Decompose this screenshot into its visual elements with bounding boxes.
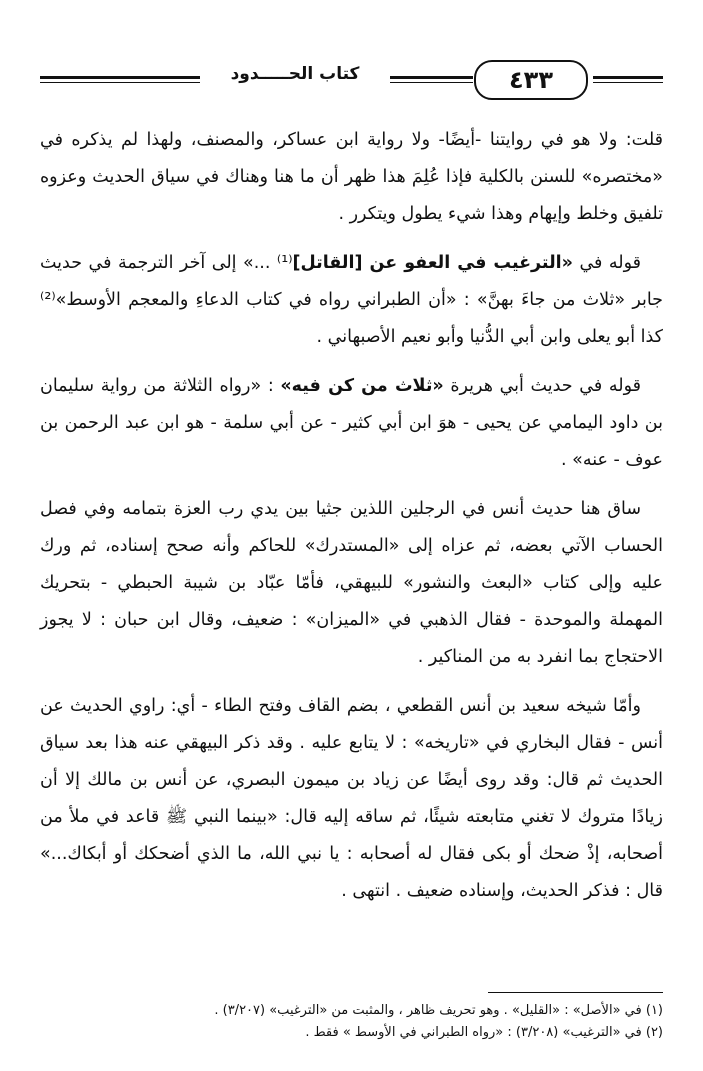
footnote: (٢) في «الترغيب» (٣/٢٠٨) : «رواه الطبراني في الأوسط » فقط . <box>305 1025 663 1040</box>
footnotes <box>40 1000 663 1044</box>
paragraph <box>40 122 663 233</box>
paragraph <box>40 688 663 910</box>
paragraph-text: قوله في حديث أبي هريرة <box>443 376 641 396</box>
footnote: (١) في «الأصل» : «القليل» . وهو تحريف ظاهر ، والمثبت من «الترغيب» (٣/٢٠٧) . <box>214 1003 663 1018</box>
chapter-title: كتاب الحـــــدود <box>200 64 390 84</box>
paragraph-text: : «رواه الثلاثة من رواية سليمان بن داود اليمامي عن يحيى - هوَ ابن أبي كثير - عن أبي سلمة - هو ابن عبد الرحمن بن عوف - عنه» . <box>40 376 663 470</box>
paragraph-text: ⁽¹⁾ <box>276 253 293 273</box>
paragraph-text: وأمّا شيخه سعيد بن أنس القطعي ، بضم القاف وفتح الطاء - أي: راوي الحديث عن أنس - فقال البخاري في «تاريخه» : لا يتابع عليه . وقد ذكر البيهقي عنه هذا بعد سياق الحديث ثم قال: وقد روى أيضًا عن زياد بن ميمون البصري، عن أنس بن مالك إلا أن زيادًا متروك لا تغني متابعته شيئًا، ثم ساقه إليه قال: «بينما النبي ﷺ قاعد في ملأ من أصحابه، إذْ ضحك أو بكى فقال له أصحابه : يا نبي الله، ما الذي أضحكك أو أبكاك...» قال : فذكر الحديث، وإسناده ضعيف . انتهى . <box>40 696 663 901</box>
bold-heading-text: «ثلاث من كن فيه» <box>280 376 444 396</box>
footnote-separator <box>488 992 663 993</box>
paragraph <box>40 368 663 479</box>
header-rule-right-thin <box>593 82 663 83</box>
paragraph-text: ...» إلى آخر الترجمة في حديث جابر «ثلاث من جاءَ بهنَّ» : «أن الطبراني رواه في كتاب الدعاءِ والمعجم الأوسط»⁽²⁾ كذا أبو يعلى وابن أبي الدُّنيا وأبو نعيم الأصبهاني . <box>40 253 663 347</box>
header-rule-right-thick <box>593 76 663 79</box>
paragraph <box>40 245 663 356</box>
main-text <box>40 122 663 922</box>
paragraph-text: قوله في <box>572 253 641 273</box>
paragraph-text: ساق هنا حديث أنس في الرجلين اللذين جثيا بين يدي رب العزة بتمامه وفي فصل الحساب الآتي بعضه، ثم عزاه إلى «المستدرك» للحاكم وأنه صحح إسناده، ثم ورك عليه وإلى كتاب «البعث والنشور» للبيهقي، فأمّا عبّاد بن شيبة الحبطي - بتحريك المهملة والموحدة - فقال الذهبي في «الميزان» : ضعيف، وقال ابن حبان : لا يجوز الاحتجاج بما انفرد به من المناكير . <box>40 499 663 667</box>
paragraph <box>40 491 663 676</box>
paragraph-text: قلت: ولا هو في روايتنا -أيضًا- ولا رواية ابن عساكر، والمصنف، ولهذا لم يذكره في «مختصره» للسنن بالكلية فإذا عُلِمَ هذا ظهر أن ما هنا وهناك في سياق الحديث وعزوه تلفيق وخلط وإيهام وهذا شيء يطول ويتكرر . <box>40 130 663 224</box>
page-header <box>40 60 663 104</box>
bold-heading-text: «الترغيب في العفو عن [القاتل] <box>292 253 573 273</box>
page-number: ٤٣٣ <box>474 60 588 100</box>
